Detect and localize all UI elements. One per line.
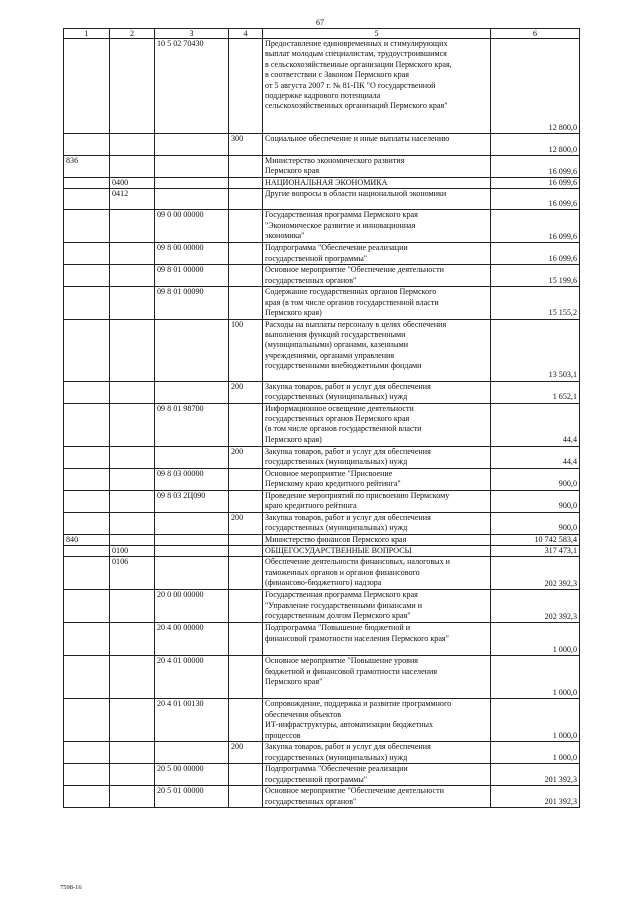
section-cell bbox=[110, 156, 155, 178]
section-cell: 0400 bbox=[110, 178, 155, 189]
section-cell bbox=[110, 468, 155, 490]
code-cell bbox=[64, 210, 110, 243]
section-cell bbox=[110, 534, 155, 545]
footer-code: 7598-16 bbox=[60, 884, 82, 891]
expense-type-cell bbox=[229, 786, 263, 808]
code-cell: 836 bbox=[64, 156, 110, 178]
amount-cell: 15 199,6 bbox=[491, 265, 580, 287]
header-cell-4: 4 bbox=[229, 29, 263, 39]
code-cell bbox=[64, 623, 110, 656]
code-cell: 840 bbox=[64, 534, 110, 545]
amount-cell: 15 155,2 bbox=[491, 287, 580, 319]
code-cell bbox=[64, 546, 110, 557]
code-cell bbox=[64, 590, 110, 623]
table-row bbox=[64, 156, 580, 178]
target-cell bbox=[155, 534, 229, 545]
expense-type-cell bbox=[229, 287, 263, 319]
code-cell bbox=[64, 319, 110, 381]
section-cell bbox=[110, 764, 155, 786]
table-row bbox=[64, 134, 580, 156]
description-cell: Основное мероприятие "Присвоение Пермскому краю кредитного рейтинга" bbox=[263, 468, 491, 490]
table-row bbox=[64, 742, 580, 764]
expense-type-cell bbox=[229, 656, 263, 699]
amount-cell: 1 652,1 bbox=[491, 381, 580, 403]
table-row bbox=[64, 512, 580, 534]
code-cell bbox=[64, 512, 110, 534]
description-cell: Основное мероприятие "Повышение уровня бюджетной и финансовой грамотности населения Пермского края" bbox=[263, 656, 491, 699]
section-cell bbox=[110, 134, 155, 156]
section-cell bbox=[110, 490, 155, 512]
expense-type-cell bbox=[229, 490, 263, 512]
target-cell bbox=[155, 319, 229, 381]
expense-type-cell bbox=[229, 534, 263, 545]
table-row bbox=[64, 39, 580, 134]
description-cell: Расходы на выплаты персоналу в целях обеспечения выполнения функций государственными (муниципальными) органами, казенными учреждениями, органами управления государственными внебюджетными фондами bbox=[263, 319, 491, 381]
header-cell-1: 1 bbox=[64, 29, 110, 39]
expense-type-cell bbox=[229, 265, 263, 287]
section-cell bbox=[110, 656, 155, 699]
description-cell: Обеспечение деятельности финансовых, налоговых и таможенных органов и органов финансового (финансово-бюджетного) надзора bbox=[263, 557, 491, 590]
description-cell: Основное мероприятие "Обеспечение деятельности государственных органов" bbox=[263, 786, 491, 808]
code-cell bbox=[64, 243, 110, 265]
amount-cell: 12 800,0 bbox=[491, 39, 580, 134]
amount-cell: 202 392,3 bbox=[491, 590, 580, 623]
expense-type-cell: 200 bbox=[229, 381, 263, 403]
budget-table bbox=[63, 28, 580, 808]
description-cell: Министерство финансов Пермского края bbox=[263, 534, 491, 545]
section-cell bbox=[110, 265, 155, 287]
section-cell bbox=[110, 287, 155, 319]
target-cell: 20 5 01 00000 bbox=[155, 786, 229, 808]
description-cell: Подпрограмма "Обеспечение реализации государственной программы" bbox=[263, 764, 491, 786]
section-cell: 0106 bbox=[110, 557, 155, 590]
expense-type-cell bbox=[229, 39, 263, 134]
description-cell: Основное мероприятие "Обеспечение деятельности государственных органов" bbox=[263, 265, 491, 287]
description-cell: Подпрограмма "Повышение бюджетной и финансовой грамотности населения Пермского края" bbox=[263, 623, 491, 656]
target-cell: 09 8 03 00000 bbox=[155, 468, 229, 490]
table-row bbox=[64, 403, 580, 446]
description-cell: Информационное освещение деятельности государственных органов Пермского края (в том числе органов государственной власти Пермского края) bbox=[263, 403, 491, 446]
expense-type-cell bbox=[229, 189, 263, 210]
header-cell-3: 3 bbox=[155, 29, 229, 39]
target-cell bbox=[155, 546, 229, 557]
description-cell: Государственная программа Пермского края "Экономическое развитие и инновационная экономика" bbox=[263, 210, 491, 243]
page-number: 67 bbox=[316, 18, 324, 27]
target-cell: 09 8 03 2Ц090 bbox=[155, 490, 229, 512]
code-cell bbox=[64, 178, 110, 189]
target-cell bbox=[155, 742, 229, 764]
expense-type-cell: 200 bbox=[229, 446, 263, 468]
amount-cell: 1 000,0 bbox=[491, 656, 580, 699]
code-cell bbox=[64, 381, 110, 403]
expense-type-cell bbox=[229, 764, 263, 786]
description-cell: Закупка товаров, работ и услуг для обеспечения государственных (муниципальных) нужд bbox=[263, 381, 491, 403]
code-cell bbox=[64, 403, 110, 446]
section-cell bbox=[110, 403, 155, 446]
table-row bbox=[64, 468, 580, 490]
amount-cell: 44,4 bbox=[491, 446, 580, 468]
amount-cell: 1 000,0 bbox=[491, 742, 580, 764]
table-row bbox=[64, 534, 580, 545]
amount-cell: 16 099,6 bbox=[491, 243, 580, 265]
amount-cell: 16 099,6 bbox=[491, 156, 580, 178]
table-row bbox=[64, 243, 580, 265]
expense-type-cell bbox=[229, 243, 263, 265]
description-cell: Проведение мероприятий по присвоению Пермскому краю кредитного рейтинга bbox=[263, 490, 491, 512]
description-cell: Государственная программа Пермского края "Управление государственными финансами и государственным долгом Пермского края" bbox=[263, 590, 491, 623]
table-row bbox=[64, 656, 580, 699]
expense-type-cell bbox=[229, 178, 263, 189]
description-cell: Социальное обеспечение и иные выплаты населению bbox=[263, 134, 491, 156]
table-row bbox=[64, 490, 580, 512]
amount-cell: 317 473,1 bbox=[491, 546, 580, 557]
table-row bbox=[64, 446, 580, 468]
target-cell: 20 4 01 00000 bbox=[155, 656, 229, 699]
amount-cell: 1 000,0 bbox=[491, 699, 580, 742]
code-cell bbox=[64, 39, 110, 134]
expense-type-cell bbox=[229, 590, 263, 623]
expense-type-cell bbox=[229, 699, 263, 742]
code-cell bbox=[64, 557, 110, 590]
code-cell bbox=[64, 656, 110, 699]
amount-cell: 1 000,0 bbox=[491, 623, 580, 656]
expense-type-cell bbox=[229, 403, 263, 446]
amount-cell: 44,4 bbox=[491, 403, 580, 446]
amount-cell: 16 099,6 bbox=[491, 178, 580, 189]
expense-type-cell bbox=[229, 156, 263, 178]
table-row bbox=[64, 590, 580, 623]
target-cell bbox=[155, 189, 229, 210]
expense-type-cell bbox=[229, 546, 263, 557]
header-cell-6: 6 bbox=[491, 29, 580, 39]
amount-cell: 202 392,3 bbox=[491, 557, 580, 590]
table-row bbox=[64, 381, 580, 403]
code-cell bbox=[64, 189, 110, 210]
target-cell: 09 8 01 98700 bbox=[155, 403, 229, 446]
amount-cell: 900,0 bbox=[491, 512, 580, 534]
section-cell bbox=[110, 699, 155, 742]
table-row bbox=[64, 178, 580, 189]
description-cell: ОБЩЕГОСУДАРСТВЕННЫЕ ВОПРОСЫ bbox=[263, 546, 491, 557]
target-cell bbox=[155, 178, 229, 189]
section-cell bbox=[110, 210, 155, 243]
target-cell bbox=[155, 446, 229, 468]
code-cell bbox=[64, 742, 110, 764]
section-cell bbox=[110, 512, 155, 534]
header-cell-2: 2 bbox=[110, 29, 155, 39]
table-row bbox=[64, 546, 580, 557]
target-cell bbox=[155, 512, 229, 534]
table-row bbox=[64, 786, 580, 808]
target-cell: 20 4 00 00000 bbox=[155, 623, 229, 656]
table-row bbox=[64, 210, 580, 243]
description-cell: Предоставление единовременных и стимулирующих выплат молодым специалистам, трудоустроившимся в сельскохозяйственные организации Пермского края, в соответствии с Законом Пермского края от 5 августа 2007 г. № 81-ПК "О государственной поддержке кадрового потенциала сельскохозяйственных организаций Пермского края" bbox=[263, 39, 491, 134]
description-cell: Подпрограмма "Обеспечение реализации государственной программы" bbox=[263, 243, 491, 265]
target-cell bbox=[155, 557, 229, 590]
header-cell-5: 5 bbox=[263, 29, 491, 39]
table-row bbox=[64, 189, 580, 210]
amount-cell: 16 099,6 bbox=[491, 210, 580, 243]
target-cell bbox=[155, 134, 229, 156]
expense-type-cell bbox=[229, 210, 263, 243]
target-cell: 09 0 00 00000 bbox=[155, 210, 229, 243]
code-cell bbox=[64, 468, 110, 490]
header-row bbox=[64, 29, 580, 39]
code-cell bbox=[64, 786, 110, 808]
table-row bbox=[64, 287, 580, 319]
code-cell bbox=[64, 265, 110, 287]
table-row bbox=[64, 557, 580, 590]
section-cell bbox=[110, 243, 155, 265]
table-row bbox=[64, 265, 580, 287]
section-cell bbox=[110, 446, 155, 468]
description-cell: НАЦИОНАЛЬНАЯ ЭКОНОМИКА bbox=[263, 178, 491, 189]
amount-cell: 12 800,0 bbox=[491, 134, 580, 156]
description-cell: Содержание государственных органов Пермского края (в том числе органов государственной власти Пермского края) bbox=[263, 287, 491, 319]
amount-cell: 10 742 583,4 bbox=[491, 534, 580, 545]
section-cell bbox=[110, 381, 155, 403]
section-cell bbox=[110, 319, 155, 381]
amount-cell: 201 392,3 bbox=[491, 764, 580, 786]
target-cell: 09 8 00 00000 bbox=[155, 243, 229, 265]
amount-cell: 900,0 bbox=[491, 468, 580, 490]
code-cell bbox=[64, 490, 110, 512]
section-cell bbox=[110, 39, 155, 134]
code-cell bbox=[64, 764, 110, 786]
amount-cell: 900,0 bbox=[491, 490, 580, 512]
section-cell bbox=[110, 742, 155, 764]
description-cell: Закупка товаров, работ и услуг для обеспечения государственных (муниципальных) нужд bbox=[263, 446, 491, 468]
table-row bbox=[64, 699, 580, 742]
target-cell: 20 5 00 00000 bbox=[155, 764, 229, 786]
target-cell: 09 8 01 00090 bbox=[155, 287, 229, 319]
code-cell bbox=[64, 446, 110, 468]
code-cell bbox=[64, 699, 110, 742]
expense-type-cell: 100 bbox=[229, 319, 263, 381]
amount-cell: 16 099,6 bbox=[491, 189, 580, 210]
code-cell bbox=[64, 134, 110, 156]
target-cell: 20 4 01 00130 bbox=[155, 699, 229, 742]
expense-type-cell bbox=[229, 623, 263, 656]
target-cell: 20 0 00 00000 bbox=[155, 590, 229, 623]
target-cell bbox=[155, 381, 229, 403]
expense-type-cell: 300 bbox=[229, 134, 263, 156]
target-cell: 09 8 01 00000 bbox=[155, 265, 229, 287]
description-cell: Другие вопросы в области национальной экономики bbox=[263, 189, 491, 210]
description-cell: Закупка товаров, работ и услуг для обеспечения государственных (муниципальных) нужд bbox=[263, 742, 491, 764]
expense-type-cell: 200 bbox=[229, 512, 263, 534]
section-cell: 0412 bbox=[110, 189, 155, 210]
table-row bbox=[64, 319, 580, 381]
section-cell bbox=[110, 623, 155, 656]
expense-type-cell bbox=[229, 557, 263, 590]
section-cell bbox=[110, 786, 155, 808]
section-cell bbox=[110, 590, 155, 623]
target-cell: 10 5 02 70430 bbox=[155, 39, 229, 134]
description-cell: Закупка товаров, работ и услуг для обеспечения государственных (муниципальных) нужд bbox=[263, 512, 491, 534]
description-cell: Министерство экономического развития Пермского края bbox=[263, 156, 491, 178]
amount-cell: 201 392,3 bbox=[491, 786, 580, 808]
table-row bbox=[64, 764, 580, 786]
table-row bbox=[64, 623, 580, 656]
expense-type-cell bbox=[229, 468, 263, 490]
amount-cell: 13 503,1 bbox=[491, 319, 580, 381]
description-cell: Сопровождение, поддержка и развитие программного обеспечения объектов ИТ-инфраструктуры, автоматизации бюджетных процессов bbox=[263, 699, 491, 742]
section-cell: 0100 bbox=[110, 546, 155, 557]
target-cell bbox=[155, 156, 229, 178]
expense-type-cell: 200 bbox=[229, 742, 263, 764]
code-cell bbox=[64, 287, 110, 319]
